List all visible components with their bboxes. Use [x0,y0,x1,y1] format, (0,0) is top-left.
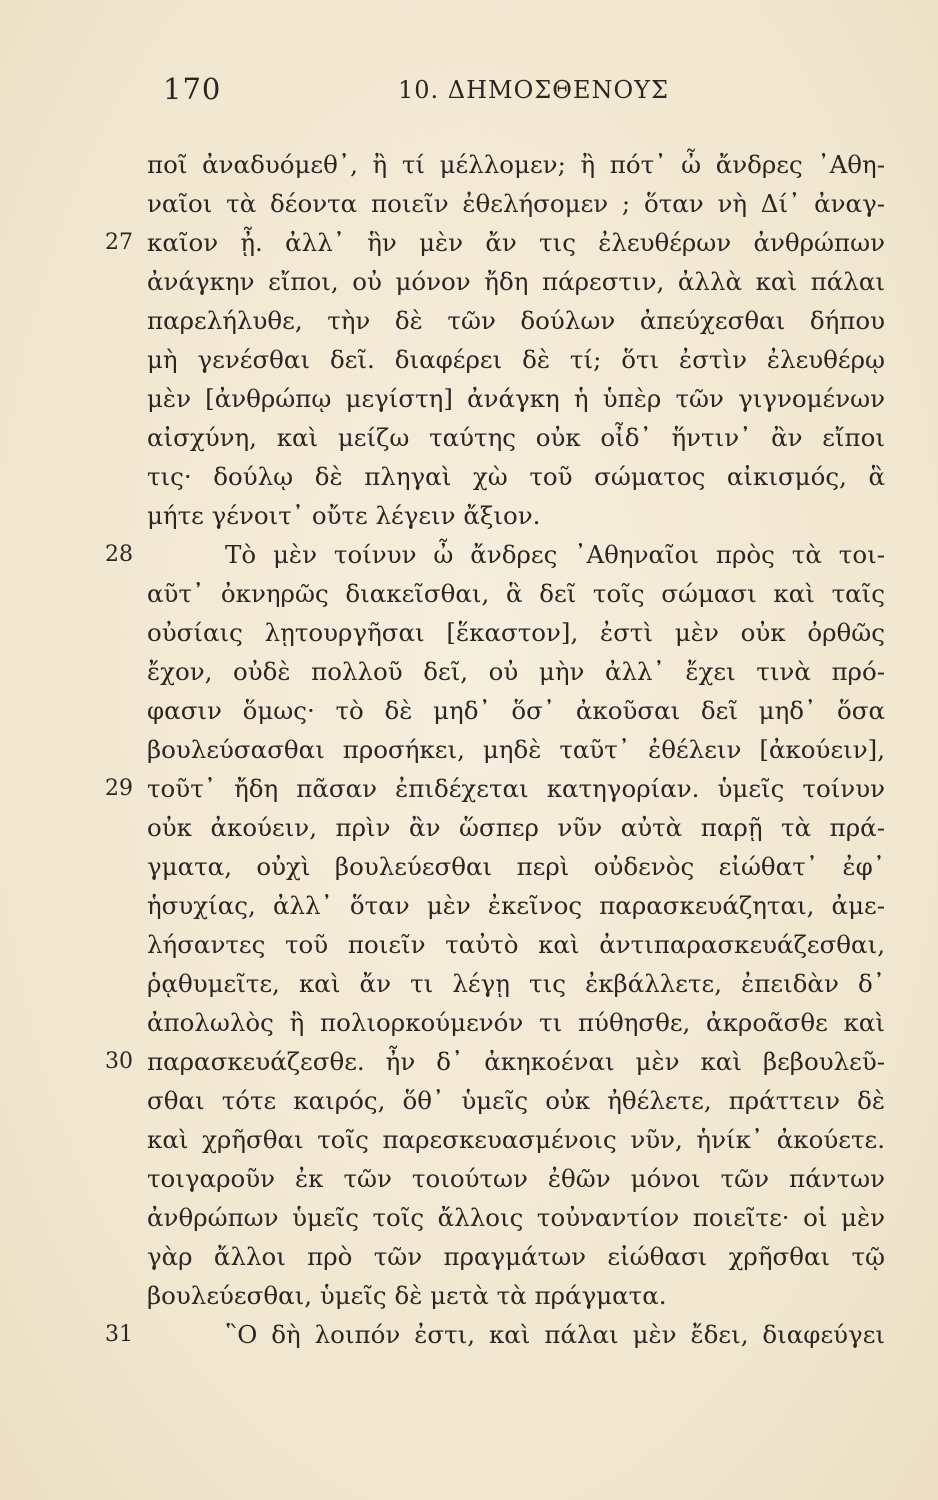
line-text: παρασκευάζεσθε. ἦν δ᾿ ἀκηκοέναι μὲν καὶ βεβουλεῦ- [147,1047,885,1076]
text-line [105,496,885,535]
line-text: γὰρ ἄλλοι πρὸ τῶν πραγμάτων εἰώθασι χρῆσθαι τῷ [147,1242,885,1271]
text-line [105,184,885,223]
text-line [105,457,885,496]
text-line [105,223,885,262]
line-text: ῝Ο δὴ λοιπόν ἐστι, καὶ πάλαι μὲν ἔδει, διαφεύγει [225,1320,885,1349]
section-number: 30 [105,1049,133,1074]
text-line [105,808,885,847]
text-line [105,652,885,691]
line-text: ἔχον, οὐδὲ πολλοῦ δεῖ, οὐ μὴν ἀλλ᾿ ἔχει τινὰ πρό- [147,657,885,686]
line-text: ἀνάγκην εἴποι, οὐ μόνον ἤδη πάρεστιν, ἀλλὰ καὶ πάλαι [147,267,885,296]
text-line [105,1315,885,1354]
section-number: 31 [105,1322,133,1347]
text-line [105,418,885,457]
section-number: 29 [105,776,133,801]
line-text: παρελήλυθε, τὴν δὲ τῶν δούλων ἀπεύχεσθαι δήπου [147,306,885,335]
line-text: μὲν [ἀνθρώπῳ μεγίστη] ἀνάγκη ἡ ὑπὲρ τῶν γιγνομένων [147,384,885,413]
line-text: ποῖ ἀναδυόμεθ᾿, ἢ τί μέλλομεν; ἢ πότ᾿ ὦ ἄνδρες ᾿Αθη- [147,150,885,179]
line-text: οὐκ ἀκούειν, πρὶν ἂν ὥσπερ νῦν αὐτὰ παρῇ τὰ πρά- [147,813,885,842]
section-number: 28 [105,542,133,567]
line-text: ναῖοι τὰ δέοντα ποιεῖν ἐθελήσομεν ; ὅταν νὴ Δί᾿ ἀναγ- [147,189,885,218]
line-text: ῥᾳθυμεῖτε, καὶ ἄν τι λέγῃ τις ἐκβάλλετε, ἐπειδὰν δ᾿ [147,969,885,998]
text-line [105,145,885,184]
line-text: αῦτ᾿ ὀκνηρῶς διακεῖσθαι, ἃ δεῖ τοῖς σώμασι καὶ ταῖς [147,579,885,608]
text-line [105,262,885,301]
page-number: 170 [163,72,222,106]
text-line [105,886,885,925]
text-line [105,925,885,964]
text-line [105,1159,885,1198]
line-text: λήσαντες τοῦ ποιεῖν ταὐτὸ καὶ ἀντιπαρασκευάζεσθαι, [147,930,885,959]
section-number: 27 [105,230,133,255]
line-text: ἡσυχίας, ἀλλ᾿ ὅταν μὲν ἐκεῖνος παρασκευάζηται, ἀμε- [147,891,885,920]
text-line [105,574,885,613]
text-line [105,1042,885,1081]
text-line [105,379,885,418]
line-text: καῖον ᾖ. ἀλλ᾿ ἣν μὲν ἄν τις ἐλευθέρων ἀνθρώπων [147,228,885,257]
text-line [105,691,885,730]
text-line [105,1237,885,1276]
text-line [105,769,885,808]
line-text: ἀπολωλὸς ἢ πολιορκούμενόν τι πύθησθε, ἀκροᾶσθε καὶ [147,1008,885,1037]
line-text: αἰσχύνη, καὶ μείζω ταύτης οὐκ οἶδ᾿ ἥντιν᾿ ἂν εἴποι [147,423,885,452]
text-line [105,964,885,1003]
running-title: 10. ΔΗΜΟΣΘΕΝΟΥΣ [398,76,669,104]
line-text: βουλεύεσθαι, ὑμεῖς δὲ μετὰ τὰ πράγματα. [147,1281,667,1310]
text-line [105,535,885,574]
text-line [105,301,885,340]
text-line [105,340,885,379]
line-text: ἀνθρώπων ὑμεῖς τοῖς ἄλλοις τοὐναντίον ποιεῖτε· οἱ μὲν [147,1203,885,1232]
line-text: τοῦτ᾿ ἤδη πᾶσαν ἐπιδέχεται κατηγορίαν. ὑμεῖς τοίνυν [147,774,885,803]
text-line [105,1081,885,1120]
text-body [105,145,885,1354]
text-line [105,1120,885,1159]
text-line [105,847,885,886]
text-line [105,1198,885,1237]
text-line [105,1276,885,1315]
text-line [105,730,885,769]
line-text: καὶ χρῆσθαι τοῖς παρεσκευασμένοις νῦν, ἡνίκ᾿ ἀκούετε. [147,1125,885,1154]
line-text: βουλεύσασθαι προσήκει, μηδὲ ταῦτ᾿ ἐθέλειν [ἀκούειν], [147,735,885,764]
page-header [0,72,938,112]
line-text: σθαι τότε καιρός, ὅθ᾿ ὑμεῖς οὐκ ἠθέλετε, πράττειν δὲ [147,1086,885,1115]
text-line [105,613,885,652]
line-text: τοιγαροῦν ἐκ τῶν τοιούτων ἐθῶν μόνοι τῶν πάντων [147,1164,885,1193]
line-text: μήτε γένοιτ᾿ οὔτε λέγειν ἄξιον. [147,501,541,530]
line-text: γματα, οὐχὶ βουλεύεσθαι περὶ οὐδενὸς εἰώθατ᾿ ἐφ᾿ [147,852,885,881]
line-text: μὴ γενέσθαι δεῖ. διαφέρει δὲ τί; ὅτι ἐστὶν ἐλευθέρῳ [147,345,885,374]
line-text: οὐσίαις λῃτουργῆσαι [ἕκαστον], ἐστὶ μὲν οὐκ ὀρθῶς [147,618,885,647]
line-text: φασιν ὅμως· τὸ δὲ μηδ᾿ ὅσ᾿ ἀκοῦσαι δεῖ μηδ᾿ ὅσα [147,696,885,725]
line-text: Τὸ μὲν τοίνυν ὦ ἄνδρες ᾿Αθηναῖοι πρὸς τὰ τοι- [225,540,885,569]
line-text: τις· δούλῳ δὲ πληγαὶ χὼ τοῦ σώματος αἰκισμός, ἃ [147,462,885,491]
text-line [105,1003,885,1042]
